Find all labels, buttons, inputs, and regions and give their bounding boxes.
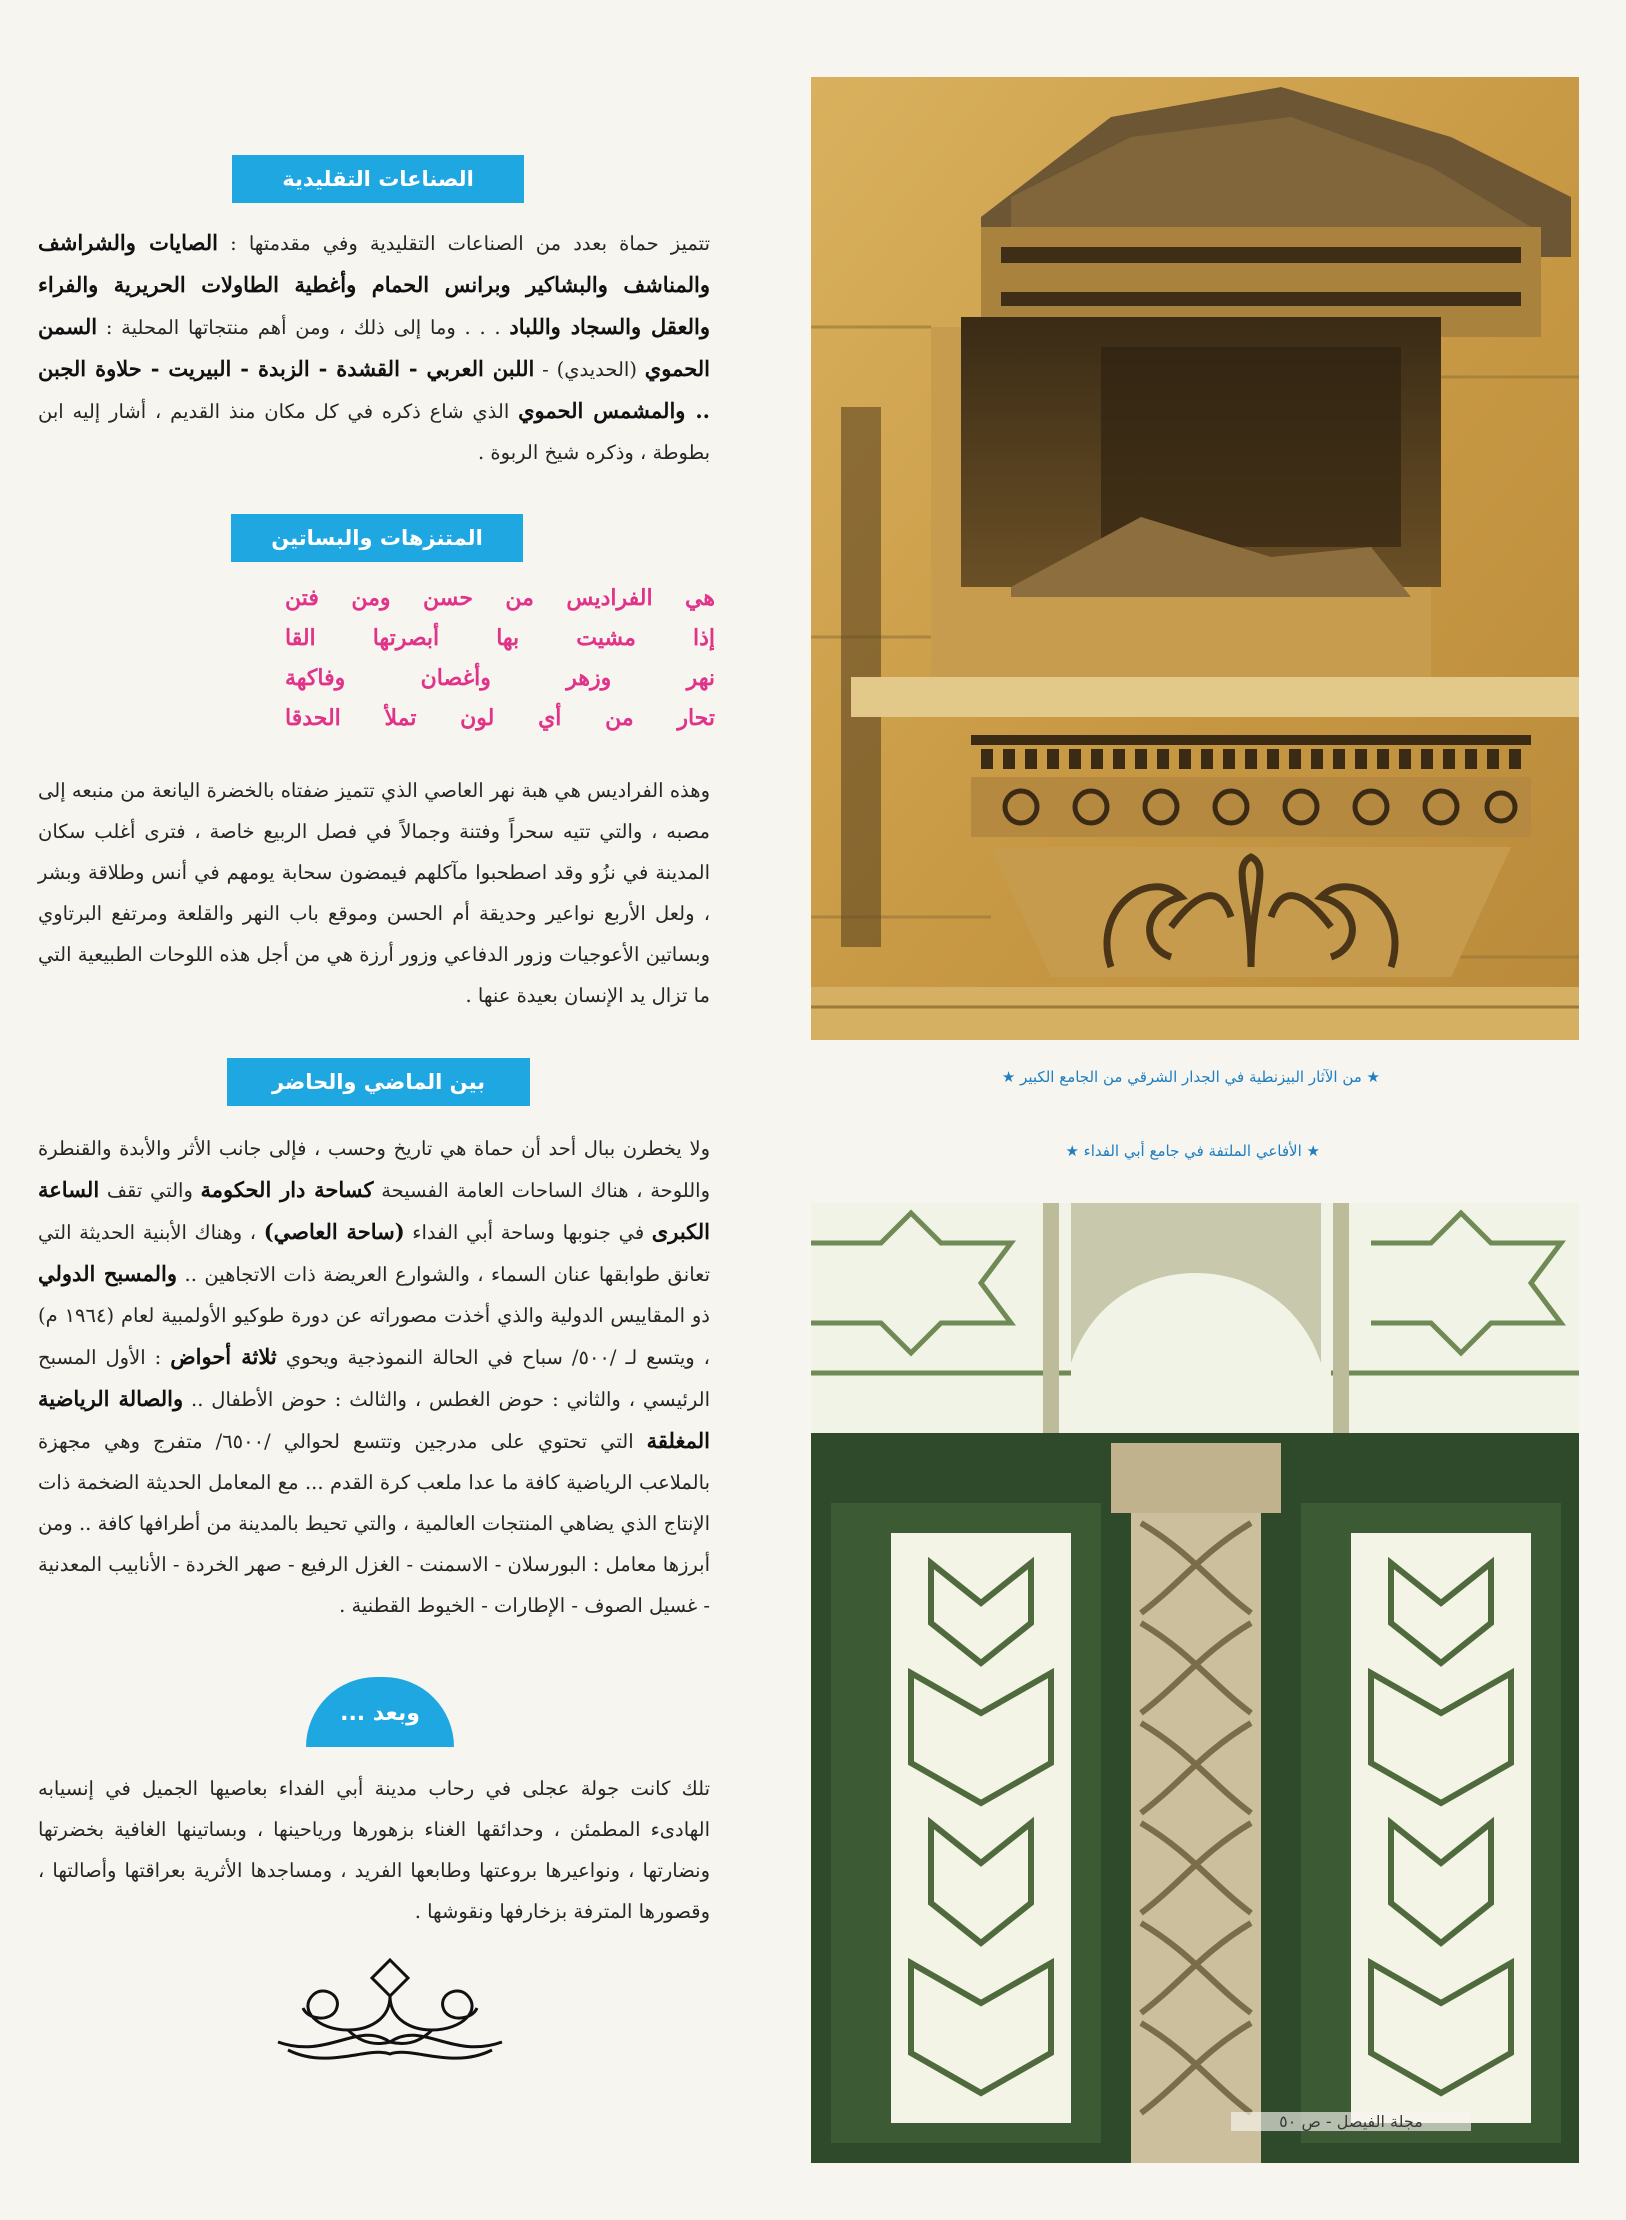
bold-text-run: الساعة الكبرى [38,1177,710,1244]
dentil [1069,749,1081,769]
text-run: والتي تقف [99,1179,201,1202]
text-run: . . . وما إلى ذلك ، ومن أهم منتجاتها المحلية : [97,316,510,339]
dentil [1003,749,1015,769]
dentil [981,749,993,769]
byzantine-stone-niche-photo [811,77,1579,1040]
text-run: تلك كانت جولة عجلى في رحاب مدينة أبي الفداء بعاصيها الجميل في إنسيابه الهادىء المطمئن ، وحدائقها الغناء بزهورها ورياحينها ، وبساتينها الغافية بخضرتها ونضارتها ، ونواعيرها بروعتها وطابعها الفريد ، ومساجدها الأثرية بعراقتها وأصالتها ، وقصورها المترفة بزخارفها ونقوشها . [38,1777,710,1923]
dentil [1157,749,1169,769]
bold-text-run: السمن الحموي [38,314,711,381]
mosque-window-column-photo [811,1203,1579,2163]
dentil [1223,749,1235,769]
text-run: وهذه الفراديس هي هبة نهر العاصي الذي تتميز ضفتاه بالخضرة اليانعة من منبعه إلى مصبه ، والتي تتيه سحراً وفتنة وجمالاً في فصل الربيع خاصة ، فترى أغلب سكان المدينة في نزُو وقد اصطحبوا مآكلهم فيمضون سحابة يومهم في أنس وطلاقة وبشر ، ولعل الأربع نواعير وحديقة أم الحسن وموقع باب النهر والقلعة ومرتفع البرتاوي وبساتين الأعوجيات وزور الدفاعي وزور أرزة هي من أجل هذه اللوحات الطبيعية التي ما تزال يد الإنسان بعيدة عنها . [38,779,710,1007]
heading-past-present: بين الماضي والحاضر [227,1058,530,1106]
text-run: الذي شاع ذكره في كل مكان منذ القديم ، أشار إليه ابن بطوطة ، وذكره شيخ الربوة . [38,400,710,464]
heading-traditional-crafts: الصناعات التقليدية [232,155,524,203]
dentil [1135,749,1147,769]
text-run: التي تحتوي على مدرجين وتتسع لحوالي /٦٥٠٠/ متفرج وهي مجهزة بالملاعب الرياضية كافة ما عدا ملعب كرة القدم ... مع المعامل الحديثة الضخمة ذات الإنتاج الذي يضاهي المنتجات العالمية ، والتي تحيط بالمدينة من أطرافها كافة .. ومن أبرزها معامل : البورسلان - الاسمنت - الغزل الرفيع - صهر الخردة - الأنابيب المعدنية - غسيل الصوف - الإطارات - الخيوط القطنية . [38,1430,710,1617]
poem-line: تحار من أي لون تملأ الحدقا [285,705,715,731]
dentil [1465,749,1477,769]
dentil [1333,749,1345,769]
dentil [1245,749,1257,769]
text-run: في جنوبها وساحة أبي الفداء [404,1221,652,1244]
dentil [1267,749,1279,769]
bold-text-run: اللبن العربي - القشدة - الزبدة - البيريت - حلاوة الجبن .. والمشمس الحموي [38,356,710,423]
text-run: : الأول المسبح الرئيسي ، والثاني : حوض الغطس ، والثالث : حوض الأطفال .. [38,1346,710,1411]
text-run: تتميز حماة بعدد من الصناعات التقليدية وفي مقدمتها : [217,232,710,255]
dentil [1113,749,1125,769]
text-run: ولا يخطرن ببال أحد أن حماة هي تاريخ وحسب ، فإلى جانب الأثر والأبدة والقنطرة واللوحة ، هناك الساحات العامة الفسيحة [38,1137,711,1202]
dentil [1179,749,1191,769]
bold-text-run: والصالة الرياضية المغلقة [38,1386,711,1453]
poem-line: إذا مشيت بها أبصرتها القا [285,625,715,651]
dentil [1443,749,1455,769]
bold-text-run: كساحة دار الحكومة [200,1177,374,1202]
dentil [1289,749,1301,769]
text-run: ذو المقاييس الدولية والذي أخذت مصوراته عن دورة طوكيو الأولمبية لعام (١٩٦٤ م) ، ويتسع لـ /٥٠٠/ سباح في الحالة النموذجية ويحوي [38,1304,710,1369]
poem [285,578,715,738]
dentil [1047,749,1059,769]
dentil [1355,749,1367,769]
bottom-photo-caption: ★ الأفاعي الملتفة في جامع أبي الفداء ★ [1065,1142,1320,1160]
dentil [1399,749,1411,769]
bold-text-run: (ساحة العاصي) [263,1219,405,1244]
dentil [1025,749,1037,769]
parks-paragraph [38,770,710,1016]
heading-parks-gardens: المتنزهات والبساتين [231,514,523,562]
dentil [1201,749,1213,769]
dentil [1509,749,1521,769]
poem-line: نهر وزهر وأغصان وفاكهة [285,665,715,691]
bold-text-run: ثلاثة أحواض [170,1344,277,1369]
top-photo-caption: ★ من الآثار البيزنطية في الجدار الشرقي من الجامع الكبير ★ [1001,1068,1380,1086]
poem-line: هي الفراديس من حسن ومن فتن [285,585,715,611]
dentil [1311,749,1323,769]
dentil [1421,749,1433,769]
text-run: ، وهناك الأبنية الحديثة التي تعانق طوابقها عنان السماء ، والشوارع العريضة ذات الاتجاهين .. [38,1221,710,1286]
text-run: (الحديدي) - [534,358,645,381]
page-footer: مجلة الفيصل - ص ٥٠ [1231,2112,1471,2131]
dentil [1377,749,1389,769]
crafts-paragraph [38,222,710,473]
bold-text-run: الصايات والشراشف والمناشف والبشاكير وبرانس الحمام وأغطية الطاولات الحريرية والفراء والعقل والسجاد واللباد [38,230,711,339]
bold-text-run: والمسبح الدولي [38,1261,178,1286]
heading-and-after: وبعد ... [306,1677,454,1747]
closing-paragraph [38,1768,710,1932]
past-present-paragraph [38,1128,710,1626]
dentil [1091,749,1103,769]
ornament-flourish-icon [268,1950,512,2070]
dentil [1487,749,1499,769]
